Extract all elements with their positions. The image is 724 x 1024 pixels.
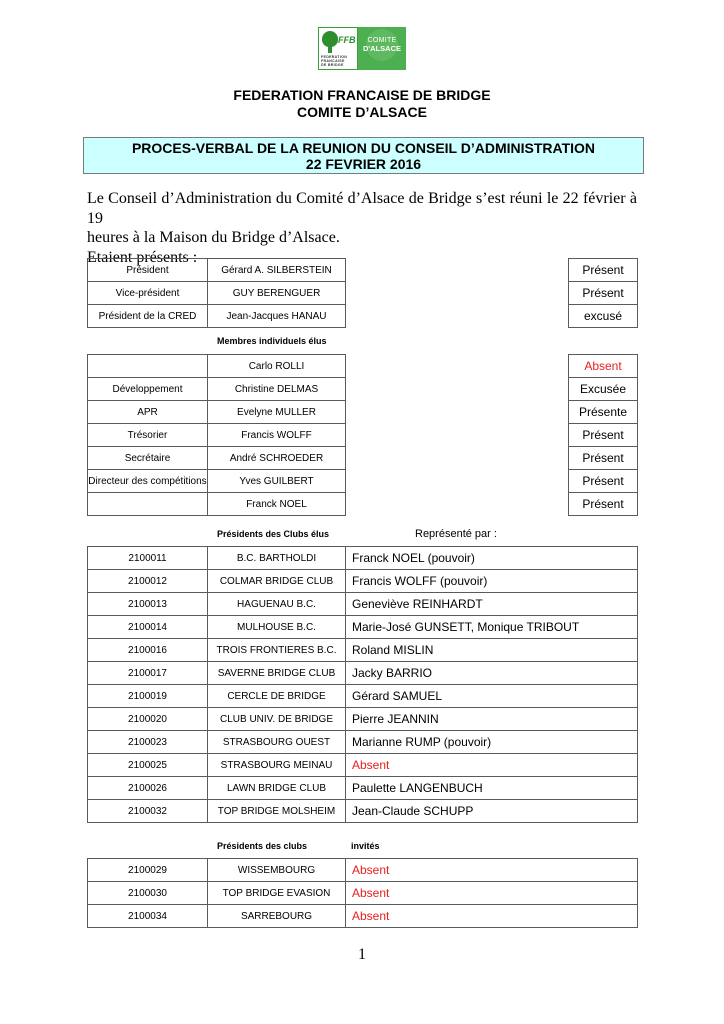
- table-row: [569, 259, 638, 282]
- table-row: [88, 708, 638, 731]
- table-row: [569, 470, 638, 493]
- table-row: [88, 800, 638, 823]
- representative-cell: Absent: [346, 905, 638, 928]
- invited-section-label: Présidents des clubs: [217, 841, 308, 851]
- table-row: [569, 282, 638, 305]
- table-row: [88, 401, 346, 424]
- table-row: [88, 685, 638, 708]
- members-status-table: [568, 354, 638, 516]
- role-cell: [88, 493, 208, 516]
- representative-cell: Jacky BARRIO: [346, 662, 638, 685]
- representative-cell: Absent: [346, 754, 638, 777]
- table-row: [88, 882, 638, 905]
- representative-cell: Gérard SAMUEL: [346, 685, 638, 708]
- table-row: [88, 777, 638, 800]
- role-cell: Président: [88, 259, 208, 282]
- club-code-cell: 2100030: [88, 882, 208, 905]
- table-row: [569, 401, 638, 424]
- ffb-subtitle-line: FRANCAISE: [321, 59, 345, 64]
- club-name-cell: LAWN BRIDGE CLUB: [208, 777, 346, 800]
- role-cell: Trésorier: [88, 424, 208, 447]
- invited-clubs-table: [87, 858, 638, 928]
- role-cell: Vice-président: [88, 282, 208, 305]
- club-code-cell: 2100034: [88, 905, 208, 928]
- role-cell: Développement: [88, 378, 208, 401]
- page-number: 1: [358, 946, 366, 963]
- status-cell: Excusée: [569, 378, 638, 401]
- attendees-intro: Etaient présents :: [87, 248, 198, 266]
- club-name-cell: STRASBOURG MEINAU: [208, 754, 346, 777]
- club-name-cell: TOP BRIDGE MOLSHEIM: [208, 800, 346, 823]
- status-cell: excusé: [569, 305, 638, 328]
- table-row: [88, 754, 638, 777]
- name-cell: Carlo ROLLI: [208, 355, 346, 378]
- table-row: [569, 493, 638, 516]
- club-code-cell: 2100032: [88, 800, 208, 823]
- table-row: [88, 547, 638, 570]
- club-code-cell: 2100016: [88, 639, 208, 662]
- comite-logo: [358, 27, 406, 70]
- club-name-cell: MULHOUSE B.C.: [208, 616, 346, 639]
- table-row: [88, 639, 638, 662]
- club-name-cell: SARREBOURG: [208, 905, 346, 928]
- role-cell: [88, 355, 208, 378]
- table-row: [88, 470, 346, 493]
- table-row: [88, 731, 638, 754]
- club-code-cell: 2100011: [88, 547, 208, 570]
- name-cell: Yves GUILBERT: [208, 470, 346, 493]
- club-name-cell: SAVERNE BRIDGE CLUB: [208, 662, 346, 685]
- comite-heading: COMITE D’ALSACE: [297, 104, 427, 120]
- table-row: [88, 355, 346, 378]
- representative-cell: Franck NOEL (pouvoir): [346, 547, 638, 570]
- name-cell: André SCHROEDER: [208, 447, 346, 470]
- club-name-cell: HAGUENAU B.C.: [208, 593, 346, 616]
- table-row: [569, 378, 638, 401]
- table-row: [88, 305, 346, 328]
- table-row: [88, 259, 346, 282]
- representative-cell: Paulette LANGENBUCH: [346, 777, 638, 800]
- ffb-mark: FFB: [338, 35, 356, 45]
- table-row: [88, 616, 638, 639]
- table-row: [88, 378, 346, 401]
- representative-cell: Marie-José GUNSETT, Monique TRIBOUT: [346, 616, 638, 639]
- intro-paragraph: [87, 189, 637, 267]
- club-code-cell: 2100026: [88, 777, 208, 800]
- status-cell: Absent: [569, 355, 638, 378]
- members-table: [87, 354, 346, 516]
- club-name-cell: WISSEMBOURG: [208, 859, 346, 882]
- status-cell: Présent: [569, 447, 638, 470]
- intro-line: heures à la Maison du Bridge d’Alsace.: [87, 229, 340, 246]
- representative-cell: Geneviève REINHARDT: [346, 593, 638, 616]
- club-code-cell: 2100014: [88, 616, 208, 639]
- club-name-cell: COLMAR BRIDGE CLUB: [208, 570, 346, 593]
- representative-cell: Francis WOLFF (pouvoir): [346, 570, 638, 593]
- role-cell: APR: [88, 401, 208, 424]
- clubs-section-label: Présidents des Clubs élus: [217, 529, 330, 539]
- ffb-comite-alsace-logo: [318, 27, 406, 70]
- representative-cell: Marianne RUMP (pouvoir): [346, 731, 638, 754]
- bureau-table: [87, 258, 346, 328]
- role-cell: Secrétaire: [88, 447, 208, 470]
- document-title: PROCES-VERBAL DE LA REUNION DU CONSEIL D’ADMINISTRATION: [131, 140, 596, 156]
- comite-logo-line2: D'ALSACE: [362, 44, 402, 53]
- table-row: [88, 424, 346, 447]
- club-name-cell: TOP BRIDGE EVASION: [208, 882, 346, 905]
- club-code-cell: 2100025: [88, 754, 208, 777]
- club-code-cell: 2100013: [88, 593, 208, 616]
- table-row: [88, 493, 346, 516]
- status-cell: Présente: [569, 401, 638, 424]
- document-date: 22 FEVRIER 2016: [305, 156, 422, 172]
- status-cell: Présent: [569, 470, 638, 493]
- name-cell: Francis WOLFF: [208, 424, 346, 447]
- ffb-subtitle: [321, 55, 357, 68]
- table-row: [88, 570, 638, 593]
- document-title-box: [83, 137, 644, 174]
- club-code-cell: 2100023: [88, 731, 208, 754]
- table-row: [569, 355, 638, 378]
- name-cell: Jean-Jacques HANAU: [208, 305, 346, 328]
- table-row: [569, 447, 638, 470]
- table-row: [88, 593, 638, 616]
- name-cell: GUY BERENGUER: [208, 282, 346, 305]
- table-row: [88, 662, 638, 685]
- club-name-cell: TROIS FRONTIERES B.C.: [208, 639, 346, 662]
- status-cell: Présent: [569, 282, 638, 305]
- representative-cell: Roland MISLIN: [346, 639, 638, 662]
- club-code-cell: 2100029: [88, 859, 208, 882]
- ffb-subtitle-line: FEDERATION: [321, 55, 348, 59]
- status-cell: Présent: [569, 424, 638, 447]
- club-name-cell: CERCLE DE BRIDGE: [208, 685, 346, 708]
- members-section-label: Membres individuels élus: [217, 336, 327, 346]
- table-row: [569, 424, 638, 447]
- table-row: [88, 282, 346, 305]
- ffb-logo: [318, 27, 358, 70]
- club-name-cell: B.C. BARTHOLDI: [208, 547, 346, 570]
- table-row: [88, 447, 346, 470]
- club-name-cell: CLUB UNIV. DE BRIDGE: [208, 708, 346, 731]
- federation-heading: FEDERATION FRANCAISE DE BRIDGE: [233, 87, 491, 103]
- club-code-cell: 2100012: [88, 570, 208, 593]
- club-name-cell: STRASBOURG OUEST: [208, 731, 346, 754]
- role-cell: Président de la CRED: [88, 305, 208, 328]
- table-row: [88, 905, 638, 928]
- tree-trunk: [328, 45, 332, 53]
- comite-logo-line1: COMITE: [367, 37, 397, 44]
- representative-cell: Absent: [346, 882, 638, 905]
- representative-cell: Pierre JEANNIN: [346, 708, 638, 731]
- represented-by-label: Représenté par :: [415, 528, 497, 540]
- table-row: [569, 305, 638, 328]
- invited-section-label-suffix: invités: [351, 841, 380, 851]
- club-code-cell: 2100019: [88, 685, 208, 708]
- club-code-cell: 2100020: [88, 708, 208, 731]
- name-cell: Franck NOEL: [208, 493, 346, 516]
- name-cell: Christine DELMAS: [208, 378, 346, 401]
- table-row: [88, 859, 638, 882]
- ffb-subtitle-line: DE BRIDGE: [321, 63, 344, 68]
- name-cell: Evelyne MULLER: [208, 401, 346, 424]
- clubs-table: [87, 546, 638, 823]
- status-cell: Présent: [569, 259, 638, 282]
- bureau-status-table: [568, 258, 638, 328]
- status-cell: Présent: [569, 493, 638, 516]
- representative-cell: Jean-Claude SCHUPP: [346, 800, 638, 823]
- representative-cell: Absent: [346, 859, 638, 882]
- name-cell: Gérard A. SILBERSTEIN: [208, 259, 346, 282]
- role-cell: Directeur des compétitions: [88, 470, 208, 493]
- intro-line: Le Conseil d’Administration du Comité d’Alsace de Bridge s’est réuni le 22 février à 19: [87, 190, 637, 227]
- club-code-cell: 2100017: [88, 662, 208, 685]
